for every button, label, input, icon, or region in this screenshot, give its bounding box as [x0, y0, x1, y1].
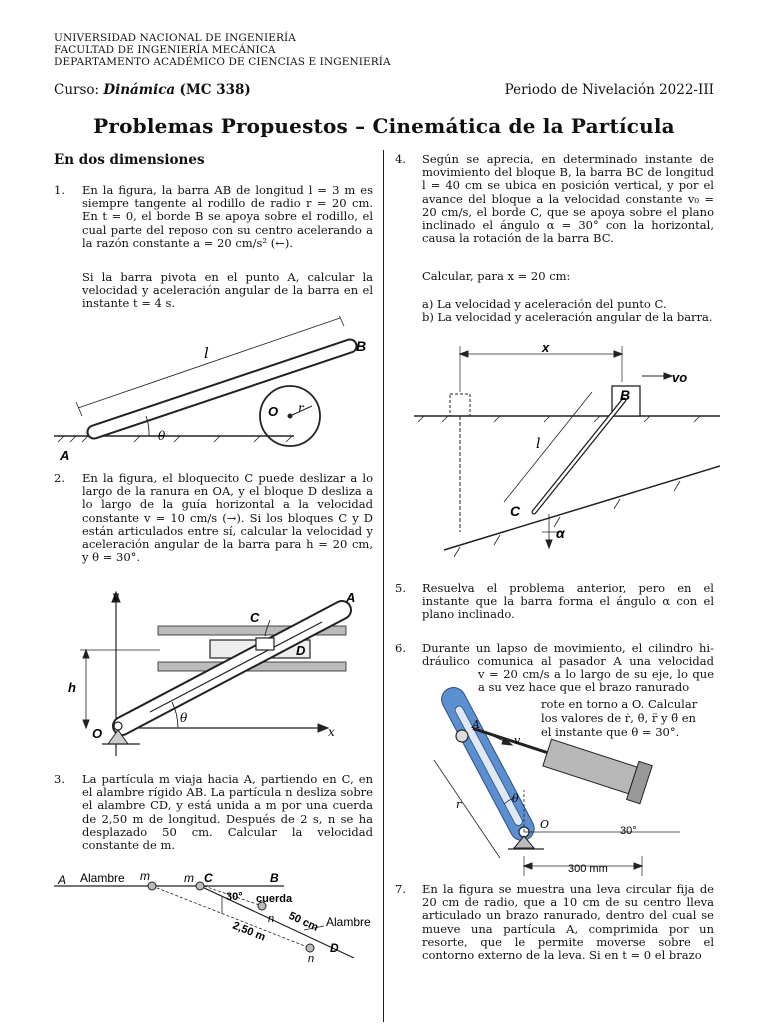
problem-number: 2.: [54, 471, 65, 485]
label-h: h: [68, 680, 76, 695]
problem-6-line3: v = 20 cm/s a lo largo de su eje, lo que: [478, 667, 714, 681]
problem-2-statement: En la figura, el bloquecito C puede deslizar a lo largo de la ranura en OA, y el bloque D desliza a lo largo de la guía horizontal a la velocidad constante v = 10 cm/s (→). Si los bloques C y D están articulados entre sí, calcular la velocidad y aceleración angular de la barra para h = 20 cm, y θ = 30°.: [82, 471, 373, 565]
label-alambre-top: Alambre: [80, 871, 125, 885]
problem-4-question: Calcular, para x = 20 cm:: [422, 269, 571, 283]
section-title: En dos dimensiones: [54, 152, 205, 168]
label-x: x: [542, 340, 550, 355]
problem-number: 3.: [54, 772, 65, 786]
figure-hydraulic-arm: [420, 680, 720, 878]
problem-6-line2: dráulico comunica al pasador A una velocidad: [422, 654, 714, 668]
label-O: O: [92, 726, 103, 741]
problem-1-question: Si la barra pivota en el punto A, calcular la velocidad y aceleración angular de la barra en el instante t = 4 s.: [82, 270, 373, 311]
figure-wires: [54, 866, 374, 966]
problem-6-line4: a su vez hace que el brazo ranurado: [478, 680, 690, 694]
label-C: C: [510, 503, 521, 519]
label-50cm: 50 cm: [286, 909, 321, 934]
label-theta: θ: [158, 429, 166, 443]
label-angle: 30°: [226, 891, 243, 903]
label-v0: vo: [672, 370, 688, 385]
problem-3-statement: La partícula m viaja hacia A, partiendo en C, en el alambre rígido AB. La partícula n desliza sobre el alambre CD, y está unida a m por una cuerda de 2,50 m de longitud. Después de 2 s, n se ha desplazado 50 cm. Calcular la velocidad constante de m.: [82, 772, 373, 853]
course-name: Dinámica: [103, 82, 176, 98]
problem-number: 4.: [395, 152, 406, 166]
label-n: n: [268, 913, 275, 925]
label-n-end: n: [308, 953, 315, 965]
label-C: C: [204, 871, 213, 885]
label-250m: 2,50 m: [230, 919, 268, 944]
problem-number: 7.: [395, 882, 406, 896]
course-label: Curso:: [54, 82, 100, 98]
figure-block-rod: [414, 336, 720, 564]
label-A: A: [472, 718, 480, 731]
label-v: v: [514, 734, 521, 747]
label-O: O: [540, 818, 550, 831]
problem-number: 5.: [395, 581, 406, 595]
label-O: O: [268, 404, 279, 419]
label-y: y: [112, 589, 119, 603]
label-alpha: α: [556, 525, 565, 541]
problem-1-statement: En la figura, la barra AB de longitud l = 3 m es siempre tangente al rodillo de radio r = 20 cm. En t = 0, el borde B se apoya sobre el rodillo, el cual parte del reposo con su centro acelerando a la razón constante a = 20 cm/s² (←).: [82, 183, 373, 250]
figure-bar-roller: [54, 316, 376, 464]
label-30deg: 30°: [620, 825, 637, 837]
label-l: l: [536, 436, 541, 452]
problem-6-line1: Durante un lapso de movimiento, el cilindro hi-: [422, 641, 714, 655]
label-alambre-bottom: Alambre: [326, 915, 371, 929]
label-m-start: m: [140, 869, 150, 883]
label-D: D: [296, 643, 306, 658]
university-name: UNIVERSIDAD NACIONAL DE INGENIERÍA: [54, 32, 296, 44]
label-cuerda: cuerda: [256, 893, 293, 905]
figure-slotted-bar: [60, 586, 360, 762]
problem-7-statement: En la figura se muestra una leva circular fija de 20 cm de radio, que a 10 cm de su centro lleva articulado un brazo ranurado, dentro del cual se mueve una partícula A, comprimida por un resorte, que le permite moverse sobre el contorno externo de la leva. Si en t = 0 el brazo: [422, 882, 714, 963]
label-l: l: [204, 344, 209, 362]
problem-4-items: [422, 298, 722, 324]
department-name: DEPARTAMENTO ACADÉMICO DE CIENCIAS E INGENIERÍA: [54, 56, 391, 68]
label-theta: θ: [512, 792, 519, 805]
problem-number: 6.: [395, 641, 406, 655]
university-header: [54, 32, 391, 68]
label-B: B: [620, 387, 631, 403]
course-code: (MC 338): [179, 82, 251, 98]
label-B: B: [270, 871, 279, 885]
label-B: B: [356, 338, 367, 354]
course-line: [54, 82, 251, 98]
faculty-name: FACULTAD DE INGENIERÍA MECÁNICA: [54, 44, 276, 56]
problem-5-statement: Resuelva el problema anterior, pero en el instante que la barra forma el ángulo α con el plano inclinado.: [422, 581, 714, 622]
label-x: x: [328, 725, 335, 739]
column-divider: [383, 150, 384, 1022]
label-A: A: [58, 873, 67, 887]
label-A: A: [346, 590, 356, 605]
label-A: A: [60, 448, 70, 463]
problem-6-line6: los valores de ṙ, θ̇, r̈ y θ̈ en: [541, 711, 696, 725]
label-r: r: [298, 401, 304, 415]
label-C: C: [250, 610, 260, 625]
item-a: a) La velocidad y aceleración del punto C.: [422, 297, 667, 311]
problem-6-line5: rote en torno a O. Calcular: [541, 697, 698, 711]
label-300mm: 300 mm: [568, 863, 608, 875]
label-D: D: [330, 941, 339, 955]
item-b: b) La velocidad y aceleración angular de la barra.: [422, 310, 713, 325]
problem-6-line7: el instante que θ = 30°.: [541, 725, 680, 739]
page-title: Problemas Propuestos – Cinemática de la Partícula: [93, 114, 675, 138]
label-theta: θ: [180, 711, 188, 725]
problem-4-statement: Según se aprecia, en determinado instante de movimiento del bloque B, la barra BC de longitud l = 40 cm se ubica en posición vertical, y por el avance del bloque a la velocidad constante v₀ = 20 cm/s, el borde C, que se apoya sobre el plano inclinado el ángulo α = 30° con la horizontal, causa la rotación de la barra BC.: [422, 152, 714, 246]
problem-number: 1.: [54, 183, 65, 197]
label-r: r: [456, 798, 462, 811]
period-label: Periodo de Nivelación 2022-III: [504, 82, 714, 98]
label-m: m: [184, 871, 194, 885]
